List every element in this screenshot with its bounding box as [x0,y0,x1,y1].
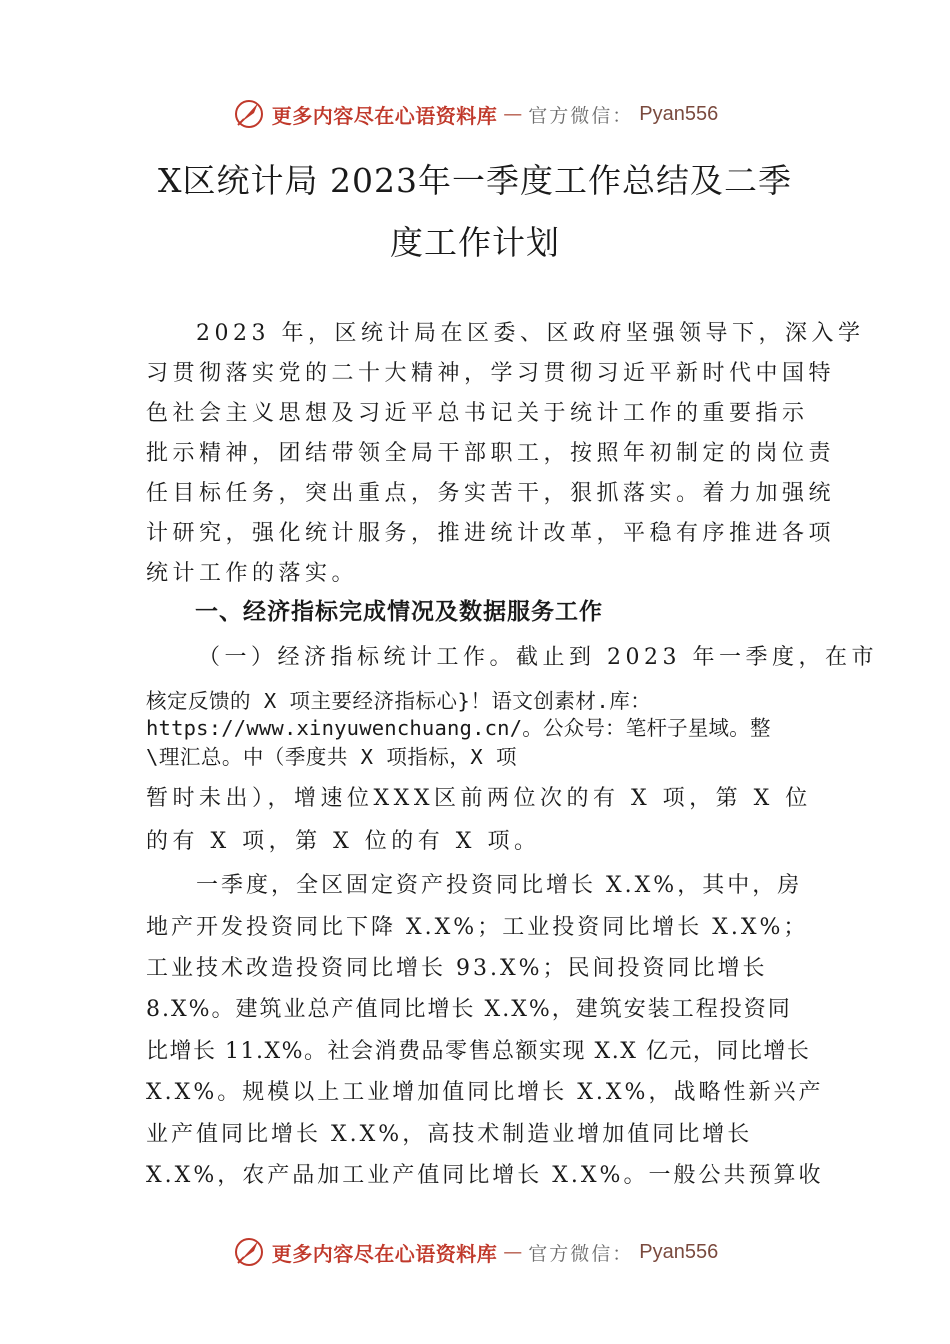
document-title-line-2: 度工作计划 [390,223,560,262]
banner-dash: — [503,103,523,125]
wechat-id: Pyan556 [639,1240,719,1263]
text-line: 8.X%。建筑业总产值同比增长 X.X%，建筑安装工程投资同 [146,997,792,1022]
text-line: X.X%。规模以上工业增加值同比增长 X.X%，战略性新兴产 [146,1080,824,1105]
text-line: 暂时未出），增速位XXX区前两位次的有 X 项，第 X 位 [146,786,812,811]
source-url-line: https://www.xinyuwenchuang.cn/。公众号：笔杆子星域。整 [146,716,771,740]
text-line: 的有 X 项，第 X 位的有 X 项。 [146,829,541,854]
text-line: 色社会主义思想及习近平总书记关于统计工作的重要指示 [146,401,809,426]
text-line: 核定反馈的 X 项主要经济指标心}！语文创素材.库： [146,689,652,713]
footer-banner [0,1232,950,1272]
wechat-label: 官方微信： [528,104,634,127]
brand-text: 更多内容尽在心语资料库 [271,1241,498,1266]
document-title-line-1: X区统计局 2023年一季度工作总结及二季 [158,161,792,200]
quill-pen-icon [232,1235,266,1269]
text-line: 工业技术改造投资同比增长 93.X%；民间投资同比增长 [146,956,768,981]
text-line: 地产开发投资同比下降 X.X%；工业投资同比增长 X.X%； [146,915,809,940]
wechat-label: 官方微信： [528,1242,634,1265]
text-line: 2023 年，区统计局在区委、区政府坚强领导下，深入学 [196,321,865,346]
text-line: 批示精神，团结带领全局干部职工，按照年初制定的岗位责 [146,441,836,466]
text-line: 统计工作的落实。 [146,561,359,586]
text-line: 任目标任务，突出重点，务实苦干，狠抓落实。着力加强统 [146,481,836,506]
text-line: 比增长 11.X%。社会消费品零售总额实现 X.X 亿元，同比增长 [146,1039,811,1064]
section-heading: 一、经济指标完成情况及数据服务工作 [195,599,603,625]
text-line: 业产值同比增长 X.X%，高技术制造业增加值同比增长 [146,1122,753,1147]
text-line: 习贯彻落实党的二十大精神，学习贯彻习近平新时代中国特 [146,361,836,386]
quill-pen-icon [232,97,266,131]
text-line: 计研究，强化统计服务，推进统计改革，平稳有序推进各项 [146,521,836,546]
header-banner [0,94,950,134]
text-line: X.X%，农产品加工业产值同比增长 X.X%。一般公共预算收 [146,1163,824,1188]
text-line: （一）经济指标统计工作。截止到 2023 年一季度，在市 [198,645,878,670]
brand-text: 更多内容尽在心语资料库 [271,103,498,128]
banner-dash: — [503,1241,523,1263]
text-line: \理汇总。中（季度共 X 项指标，X 项 [146,745,518,769]
text-line: 一季度，全区固定资产投资同比增长 X.X%，其中，房 [196,873,803,898]
wechat-id: Pyan556 [639,102,719,125]
